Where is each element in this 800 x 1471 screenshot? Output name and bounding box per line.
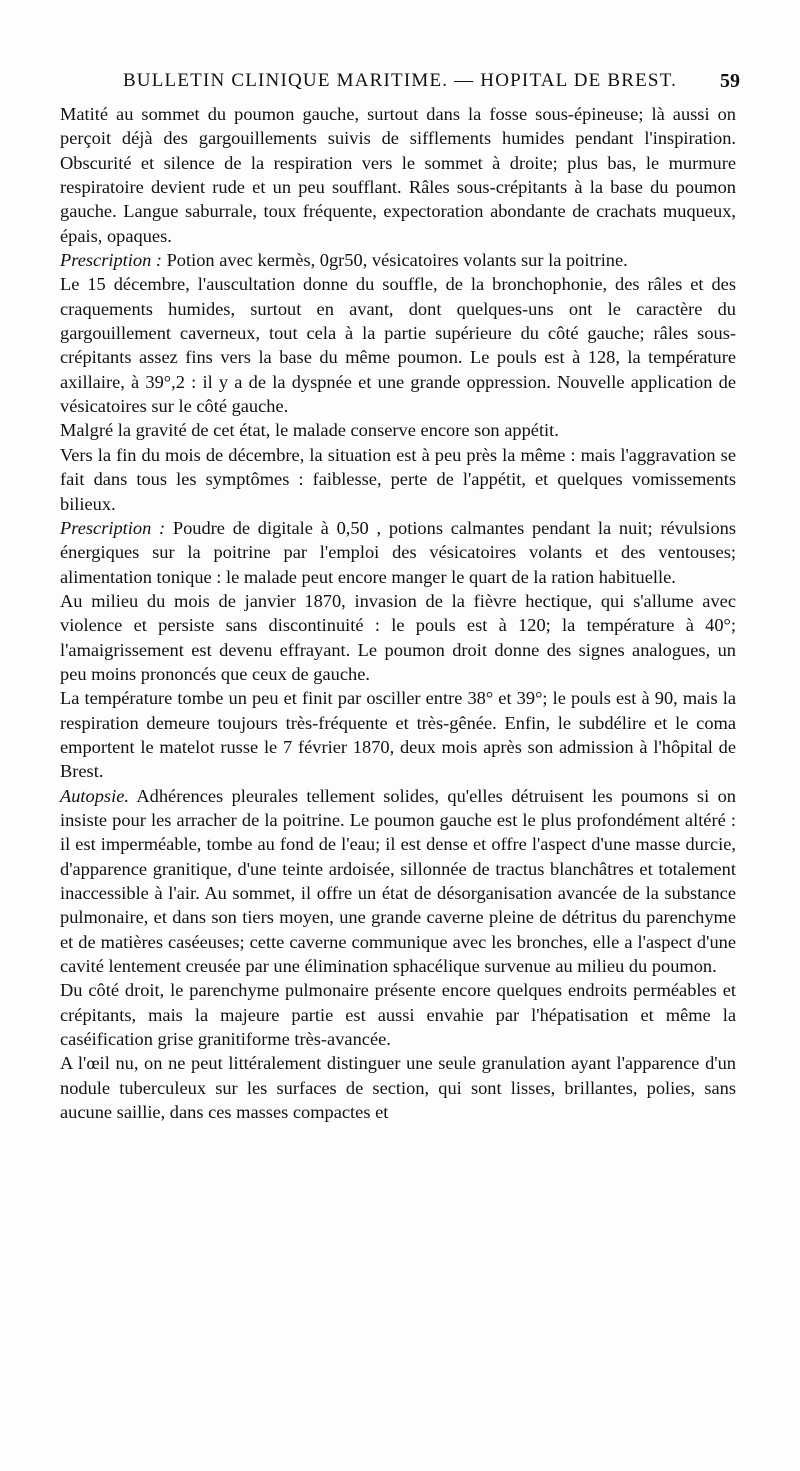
body-text (60, 102, 736, 1124)
paragraph-3 (60, 272, 736, 418)
paragraph-4 (60, 418, 736, 442)
paragraph-lead: Autopsie. (60, 785, 129, 806)
paragraph-8 (60, 686, 736, 783)
paragraph-5 (60, 443, 736, 516)
paragraph-text: Au milieu du mois de janvier 1870, invasion de la fièvre hectique, qui s'allume avec violence et persiste sans discontinuité : le pouls est à 120; la température à 40°; l'amaigrissement est devenu effrayant. Le poumon droit donne des signes analogues, un peu moins prononcés que ceux de gauche. (60, 590, 736, 684)
paragraph-9 (60, 784, 736, 979)
paragraph-10 (60, 978, 736, 1051)
running-title: BULLETIN CLINIQUE MARITIME. — HOPITAL DE BREST. (122, 70, 678, 91)
paragraph-text: Matité au sommet du poumon gauche, surtout dans la fosse sous-épineuse; là aussi on perçoit déjà des gargouillements suivis de sifflements humides pendant l'inspiration. Obscurité et silence de la respiration vers le sommet à droite; plus bas, le murmure respiratoire devient rude et un peu soufflant. Râles sous-crépitants à la base du poumon gauche. Langue saburrale, toux fréquente, expectoration abondante de crachats muqueux, épais, opaques. (60, 104, 736, 246)
paragraph-text: Potion avec kermès, 0gr50, vésicatoires volants sur la poitrine. (161, 250, 628, 271)
paragraph-text: Malgré la gravité de cet état, le malade conserve encore son appétit. (60, 420, 559, 441)
paragraph-11 (60, 1051, 736, 1124)
paragraph-text: A l'œil nu, on ne peut littéralement distinguer une seule granulation ayant l'apparence d'un nodule tuberculeux sur les surfaces de section, qui sont lisses, brillantes, polies, sans aucune saillie, dans ces masses compactes et (60, 1053, 736, 1123)
page-number: 59 (720, 70, 740, 92)
paragraph-6 (60, 516, 736, 589)
paragraph-7 (60, 589, 736, 686)
paragraph-text: Vers la fin du mois de décembre, la situation est à peu près la même : mais l'aggravation se fait dans tous les symptômes : faiblesse, perte de l'appétit, et quelques vomissements bilieux. (60, 444, 736, 514)
paragraph-lead: Prescription : (60, 250, 162, 271)
paragraph-lead: Prescription : (60, 517, 166, 538)
paragraph-text: Le 15 décembre, l'auscultation donne du souffle, de la bronchophonie, des râles et des craquements humides, surtout en avant, dont quelques-uns ont le caractère du gargouillement caverneux, tout cela à la partie supérieure du côté gauche; râles sous-crépitants assez fins vers la base du même poumon. Le pouls est à 128, la température axillaire, à 39°,2 : il y a de la dyspnée et une grande oppression. Nouvelle application de vésicatoires sur le côté gauche. (60, 274, 736, 417)
paragraph-1 (60, 102, 736, 248)
paragraph-text: Du côté droit, le parenchyme pulmonaire présente encore quelques endroits perméables et crépitants, mais la majeure partie est aussi envahie par l'hépatisation et même la caséification grise granitiforme très-avancée. (60, 980, 736, 1050)
paragraph-text: Poudre de digitale à 0,50 , potions calmantes pendant la nuit; révulsions énergiques sur la poitrine par l'emploi des vésicatoires volants et des ventouses; alimentation tonique : le malade peut encore manger le quart de la ration habituelle. (60, 517, 736, 587)
paragraph-text: La température tombe un peu et finit par osciller entre 38° et 39°; le pouls est à 90, mais la respiration demeure toujours très-fréquente et très-gênée. Enfin, le subdélire et le coma emportent le matelot russe le 7 février 1870, deux mois après son admission à l'hôpital de Brest. (60, 688, 736, 782)
paragraph-text: Adhérences pleurales tellement solides, qu'elles détruisent les poumons si on insiste pour les arracher de la poitrine. Le poumon gauche est le plus profondément altéré : il est imperméable, tombe au fond de l'eau; il est dense et offre l'aspect d'une masse durcie, d'apparence granitique, d'une teinte ardoisée, sillonnée de tractus blanchâtres et totalement inaccessible à l'air. Au sommet, il offre un état de désorganisation avancée de la substance pulmonaire, et dans son tiers moyen, une grande caverne pleine de détritus du parenchyme et de matières caséeuses; cette caverne communique avec les bronches, elle a l'aspect d'une cavité lentement creusée par une élimination sphacélique survenue au milieu du poumon. (60, 785, 736, 977)
paragraph-2 (60, 248, 736, 272)
page-header (46, 70, 754, 100)
